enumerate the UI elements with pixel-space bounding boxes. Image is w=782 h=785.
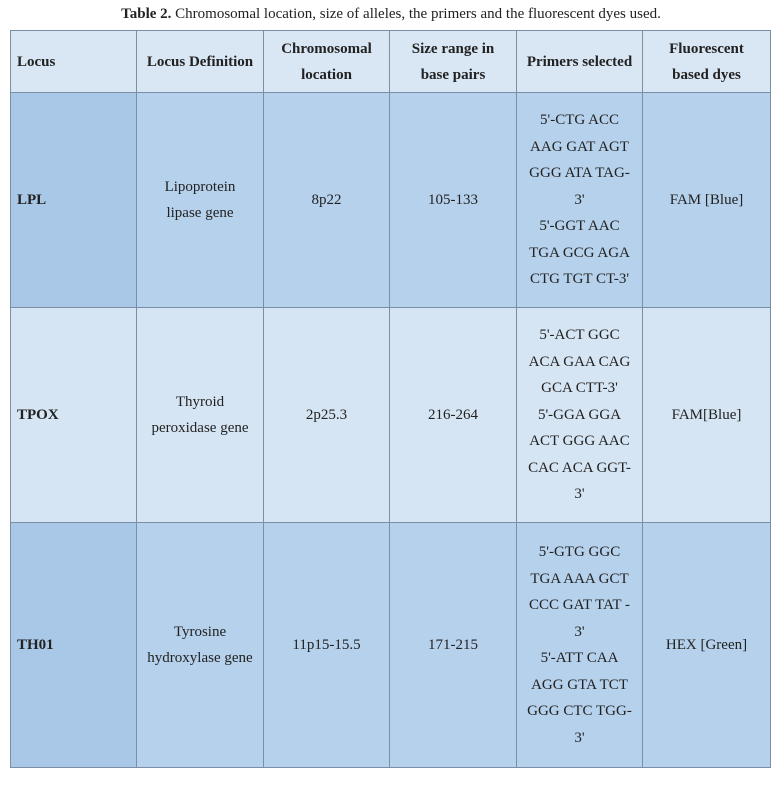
header-primers: Primers selected — [517, 31, 643, 93]
locus-cell: TH01 — [11, 523, 137, 768]
header-size-line1: Size range in — [411, 40, 495, 57]
header-dye-line1: Fluorescent — [669, 40, 744, 57]
locus-cell: LPL — [11, 93, 137, 308]
primer-line: GCA CTT-3' — [541, 380, 618, 397]
header-size — [390, 31, 517, 93]
definition-line2: peroxidase gene — [151, 420, 249, 436]
table-row — [11, 93, 771, 308]
header-location-line1: Chromosomal — [281, 40, 372, 57]
primer-line: GGG CTC TGG- — [527, 703, 632, 719]
caption-text: Chromosomal location, size of alleles, the primers and the fluorescent dyes used. — [171, 6, 661, 22]
primers-cell — [517, 308, 643, 523]
location-cell: 8p22 — [264, 93, 390, 308]
header-definition: Locus Definition — [137, 31, 264, 93]
primer-line: CTG TGT CT-3' — [529, 271, 630, 288]
table-caption — [0, 5, 782, 23]
definition-line1: Lipoprotein — [164, 178, 236, 195]
definition-line1: Tyrosine — [173, 623, 227, 640]
primer-line: 5'-ACT GGC — [539, 327, 620, 344]
primer-line: CCC GAT TAT - — [529, 597, 630, 613]
primer-line: TGA AAA GCT — [530, 570, 629, 587]
loci-table — [10, 30, 771, 768]
header-location — [264, 31, 390, 93]
primers-cell — [517, 523, 643, 768]
caption-label: Table 2. — [121, 6, 172, 22]
primer-line: 5'-GGT AAC — [539, 218, 620, 235]
definition-cell — [137, 93, 264, 308]
location-cell: 2p25.3 — [264, 308, 390, 523]
primer-line: ACT GGG AAC — [529, 433, 630, 450]
primer-line: 5'-ATT CAA — [540, 650, 619, 666]
primer-line: 5'-GGA GGA — [537, 406, 622, 423]
table-row — [11, 523, 771, 768]
header-locus: Locus — [11, 31, 137, 93]
definition-line2: lipase gene — [166, 205, 234, 221]
location-cell: 11p15-15.5 — [264, 523, 390, 768]
primer-line: AGG GTA TCT — [531, 676, 628, 693]
definition-cell — [137, 523, 264, 768]
header-dye — [643, 31, 771, 93]
definition-line1: Thyroid — [175, 393, 225, 410]
size-cell: 105-133 — [390, 93, 517, 308]
header-size-line2: base pairs — [420, 66, 486, 83]
primer-line: 3' — [574, 486, 585, 503]
primer-line: 3' — [574, 729, 585, 746]
primer-line: ACA GAA CAG — [528, 353, 631, 370]
header-row — [11, 31, 771, 93]
primer-line: 3' — [574, 191, 585, 208]
table-row — [11, 308, 771, 523]
size-cell: 216-264 — [390, 308, 517, 523]
primer-line: GGG ATA TAG- — [529, 165, 630, 182]
locus-cell: TPOX — [11, 308, 137, 523]
primer-line: 3' — [574, 623, 585, 640]
definition-cell — [137, 308, 264, 523]
header-dye-line2: based dyes — [672, 66, 741, 83]
dye-cell: HEX [Green] — [643, 523, 771, 768]
size-cell: 171-215 — [390, 523, 517, 768]
dye-cell: FAM [Blue] — [643, 93, 771, 308]
definition-line2: hydroxylase gene — [147, 650, 253, 666]
primer-line: CAC ACA GGT- — [528, 459, 631, 476]
header-location-line2: location — [301, 66, 352, 83]
dye-cell: FAM[Blue] — [643, 308, 771, 523]
primer-line: AAG GAT AGT — [530, 138, 629, 155]
primer-line: 5'-GTG GGC — [538, 544, 621, 560]
primer-line: 5'-CTG ACC — [540, 112, 619, 129]
primers-cell — [517, 93, 643, 308]
primer-line: TGA GCG AGA — [529, 244, 630, 261]
